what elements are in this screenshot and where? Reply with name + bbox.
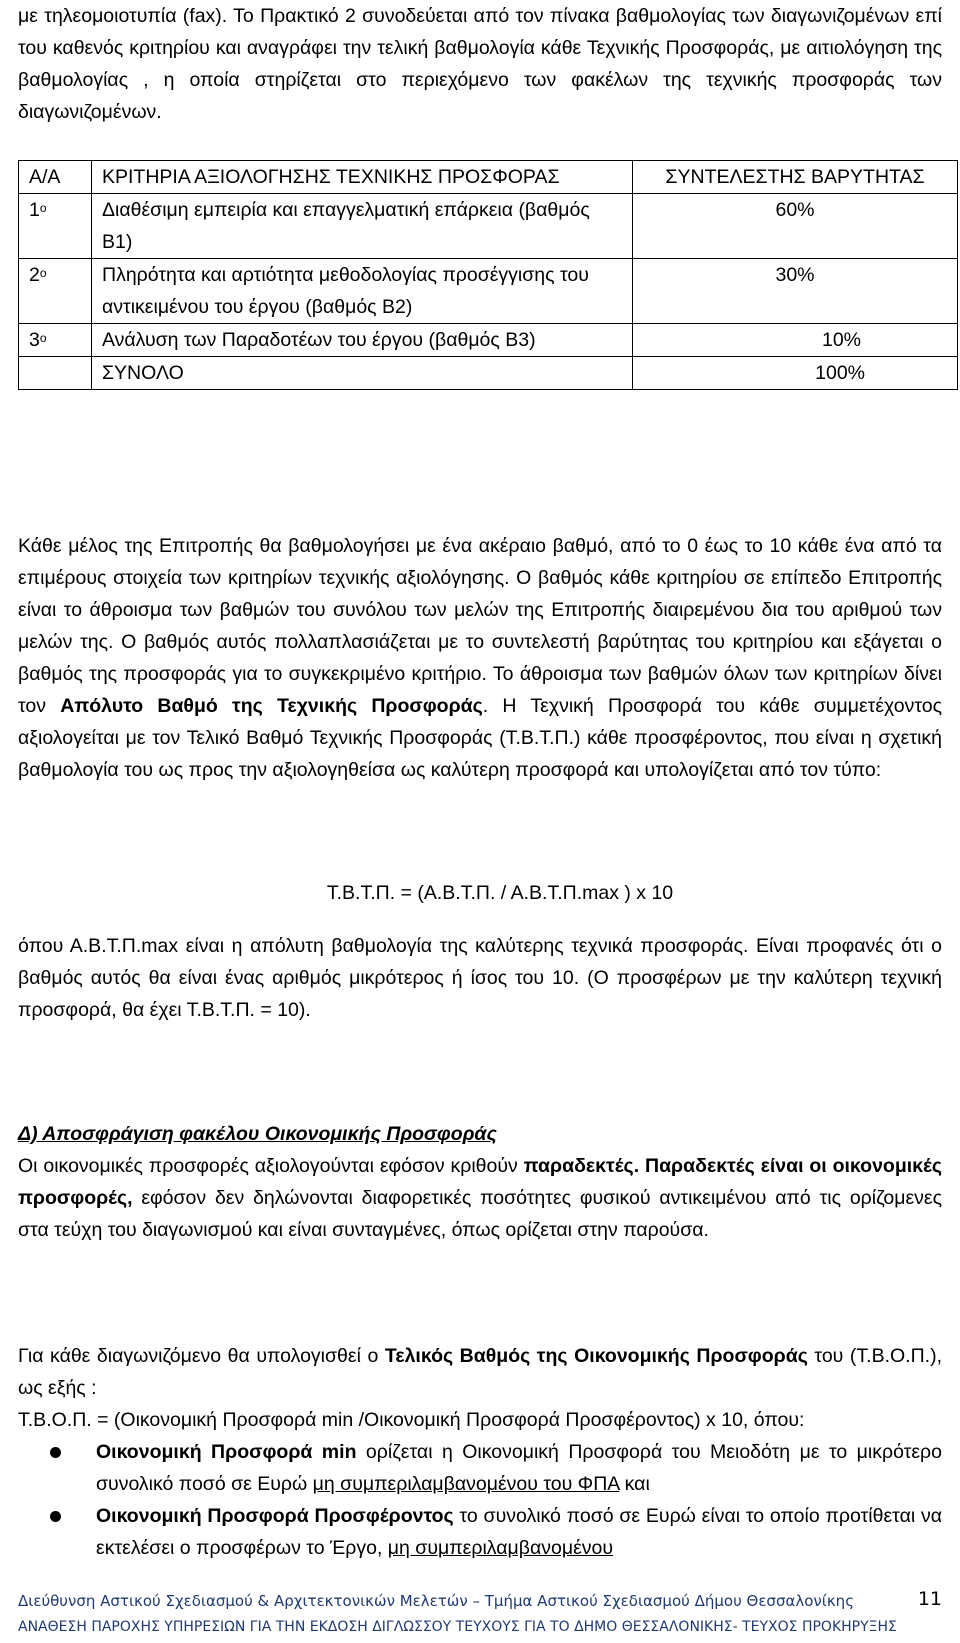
row-criterion: Διαθέσιμη εμπειρία και επαγγελματική επάρκεια (βαθμός Β1): [92, 194, 633, 259]
technical-formula: Τ.Β.Τ.Π. = (Α.Β.Τ.Π. / Α.Β.Τ.Π.max ) x 10: [326, 882, 674, 904]
scoring-paragraph: [18, 530, 942, 786]
calc-bullets: [18, 1436, 942, 1564]
table-row: [19, 324, 958, 357]
section-d-paragraph: [18, 1150, 942, 1246]
row-number: [19, 259, 92, 324]
calc-text: Για κάθε διαγωνιζόμενο θα υπολογισθεί ο: [18, 1345, 385, 1367]
bullet-underline: μη συμπεριλαμβανομένου του ΦΠΑ: [312, 1473, 620, 1495]
section-d-bold: παραδεκτές. Παραδεκτές είναι οι οικονομικές προσφορές,: [18, 1155, 942, 1209]
row-criterion: Πληρότητα και αρτιότητα μεθοδολογίας προσέγγισης του αντικειμένου του έργου (βαθμός Β2): [92, 259, 633, 324]
row-criterion: Ανάλυση των Παραδοτέων του έργου (βαθμός Β3): [92, 324, 633, 357]
calc-bold: Τελικός Βαθμός της Οικονομικής Προσφοράς: [384, 1345, 808, 1367]
row-number-value: 1: [29, 199, 40, 221]
calc-formula: Τ.Β.Ο.Π. = (Οικονομική Προσφορά min /Οικονομική Προσφορά Προσφέροντος) x 10, όπου:: [18, 1409, 805, 1431]
criteria-table: [18, 160, 958, 390]
section-d-text: Οι οικονομικές προσφορές αξιολογούνται εφόσον κριθούν: [18, 1155, 524, 1177]
row-number-value: 3: [29, 329, 40, 351]
list-item: [96, 1436, 942, 1500]
total-weight: 100%: [633, 357, 958, 390]
list-item: [96, 1500, 942, 1564]
bullet-icon: [50, 1447, 61, 1458]
row-weight: 30%: [633, 259, 958, 324]
header-weight: ΣΥΝΤΕΛΕΣΤΗΣ ΒΑΡΥΤΗΤΑΣ: [633, 161, 958, 194]
header-criteria: ΚΡΙΤΗΡΙΑ ΑΞΙΟΛΟΓΗΣΗΣ ΤΕΧΝΙΚΗΣ ΠΡΟΣΦΟΡΑΣ: [92, 161, 633, 194]
row-number-suffix: ο: [39, 331, 47, 345]
row-number: [19, 324, 92, 357]
row-number-suffix: ο: [39, 266, 47, 280]
footer-department: Διεύθυνση Αστικού Σχεδιασμού & Αρχιτεκτονικών Μελετών – Τμήμα Αστικού Σχεδιασμού Δήμου Θεσσαλονίκης: [18, 1592, 854, 1610]
row-number: [19, 194, 92, 259]
bullet-icon: [50, 1511, 61, 1522]
table-row: [19, 194, 958, 259]
section-d: [18, 1118, 942, 1246]
bullet-tail: και: [619, 1473, 650, 1495]
table-row: [19, 259, 958, 324]
section-d-title: Δ) Αποσφράγιση φακέλου Οικονομικής Προσφοράς: [18, 1123, 497, 1145]
table-total-row: [19, 357, 958, 390]
intro-paragraph: με τηλεομοιοτυπία (fax). Το Πρακτικό 2 συνοδεύεται από τον πίνακα βαθμολογίας των διαγωνιζομένων επί του καθενός κριτηρίου και αναγράφει την τελική βαθμολογία κάθε Τεχνικής Προσφοράς, με αιτιολόγηση της βαθμολογίας , η οποία στηρίζεται στο περιεχόμενο των φακέλων της τεχνικής προσφοράς των διαγωνιζομένων.: [18, 5, 942, 123]
footer-title: ΑΝΑΘΕΣΗ ΠΑΡΟΧΗΣ ΥΠΗΡΕΣΙΩΝ ΓΙΑ ΤΗΝ ΕΚΔΟΣΗ ΔΙΓΛΩΣΣΟΥ ΤΕΥΧΟΥΣ ΓΙΑ ΤΟ ΔΗΜΟ ΘΕΣΣΑΛΟΝΙΚΗΣ- ΤΕΥΧΟΣ ΠΡΟΚΗΡΥΞΗΣ: [18, 1619, 897, 1635]
scoring-bold: Απόλυτο Βαθμό της Τεχνικής Προσφοράς: [60, 695, 483, 717]
bullet-bold: Οικονομική Προσφορά min: [96, 1441, 357, 1463]
row-weight: 10%: [633, 324, 958, 357]
page-number: 11: [917, 1588, 942, 1610]
max-note-paragraph: όπου Α.Β.Τ.Π.max είναι η απόλυτη βαθμολογία της καλύτερης τεχνικά προσφοράς. Είναι προφανές ότι ο βαθμός αυτός θα είναι ένας αριθμός μικρότερος ή ίσος του 10. (Ο προσφέρων με την καλύτερη τεχνική προσφορά, θα έχει Τ.Β.Τ.Π. = 10).: [18, 935, 942, 1021]
financial-calc: [18, 1340, 942, 1564]
row-number-suffix: ο: [39, 201, 47, 215]
scoring-text-2: . Η Τεχνική Προσφορά του κάθε συμμετέχοντος αξιολογείται με τον Τελικό Βαθμό Τεχνικής Προσφοράς (Τ.Β.Τ.Π.) κάθε προσφέροντος, που είναι η σχετική βαθμολογία του ως προς την αξιολογηθείσα ως καλύτερη προσφορά και υπολογίζεται από τον τύπο:: [18, 695, 943, 781]
bullet-text: το συνολικό ποσό σε Ευρώ είναι το οποίο προτίθεται να εκτελέσει ο προσφέρων το Έργο,: [96, 1505, 942, 1559]
row-number-value: 2: [29, 264, 40, 286]
section-d-text-2: εφόσον δεν δηλώνονται διαφορετικές ποσότητες φυσικού αντικειμένου από τις ορίζομενες στα τεύχη του διαγωνισμού και είναι συνταγμένες, όπως ορίζεται στην παρούσα.: [18, 1187, 942, 1241]
calc-text-2: του (Τ.Β.Ο.Π.), ως εξής :: [18, 1345, 942, 1399]
header-aa: Α/Α: [19, 161, 92, 194]
bullet-text: ορίζεται η Οικονομική Προσφορά του Μειοδότη με το μικρότερο συνολικό ποσό σε Ευρώ: [96, 1441, 942, 1495]
calc-intro: [18, 1340, 942, 1404]
table-header-row: [19, 161, 958, 194]
row-weight: 60%: [633, 194, 958, 259]
bullet-bold: Οικονομική Προσφορά Προσφέροντος: [96, 1505, 454, 1527]
total-label: ΣΥΝΟΛΟ: [92, 357, 633, 390]
bullet-underline: μη συμπεριλαμβανομένου: [387, 1537, 614, 1559]
scoring-text: Κάθε μέλος της Επιτροπής θα βαθμολογήσει με ένα ακέραιο βαθμό, από το 0 έως το 10 κάθε ένα από τα επιμέρους στοιχεία των κριτηρίων τεχνικής αξιολόγησης. Ο βαθμός κάθε κριτηρίου σε επίπεδο Επιτροπής είναι το άθροισμα των βαθμών του συνόλου των μελών της Επιτροπής διαιρεμένου δια του αριθμού των μελών της. Ο βαθμός αυτός πολλαπλασιάζεται με το συντελεστή βαρύτητας του κριτηρίου και εξάγεται ο βαθμός της προσφοράς για το συγκεκριμένο κριτήριο. Το άθροισμα των βαθμών όλων των κριτηρίων δίνει τον: [18, 535, 942, 717]
total-empty-cell: [19, 357, 92, 390]
